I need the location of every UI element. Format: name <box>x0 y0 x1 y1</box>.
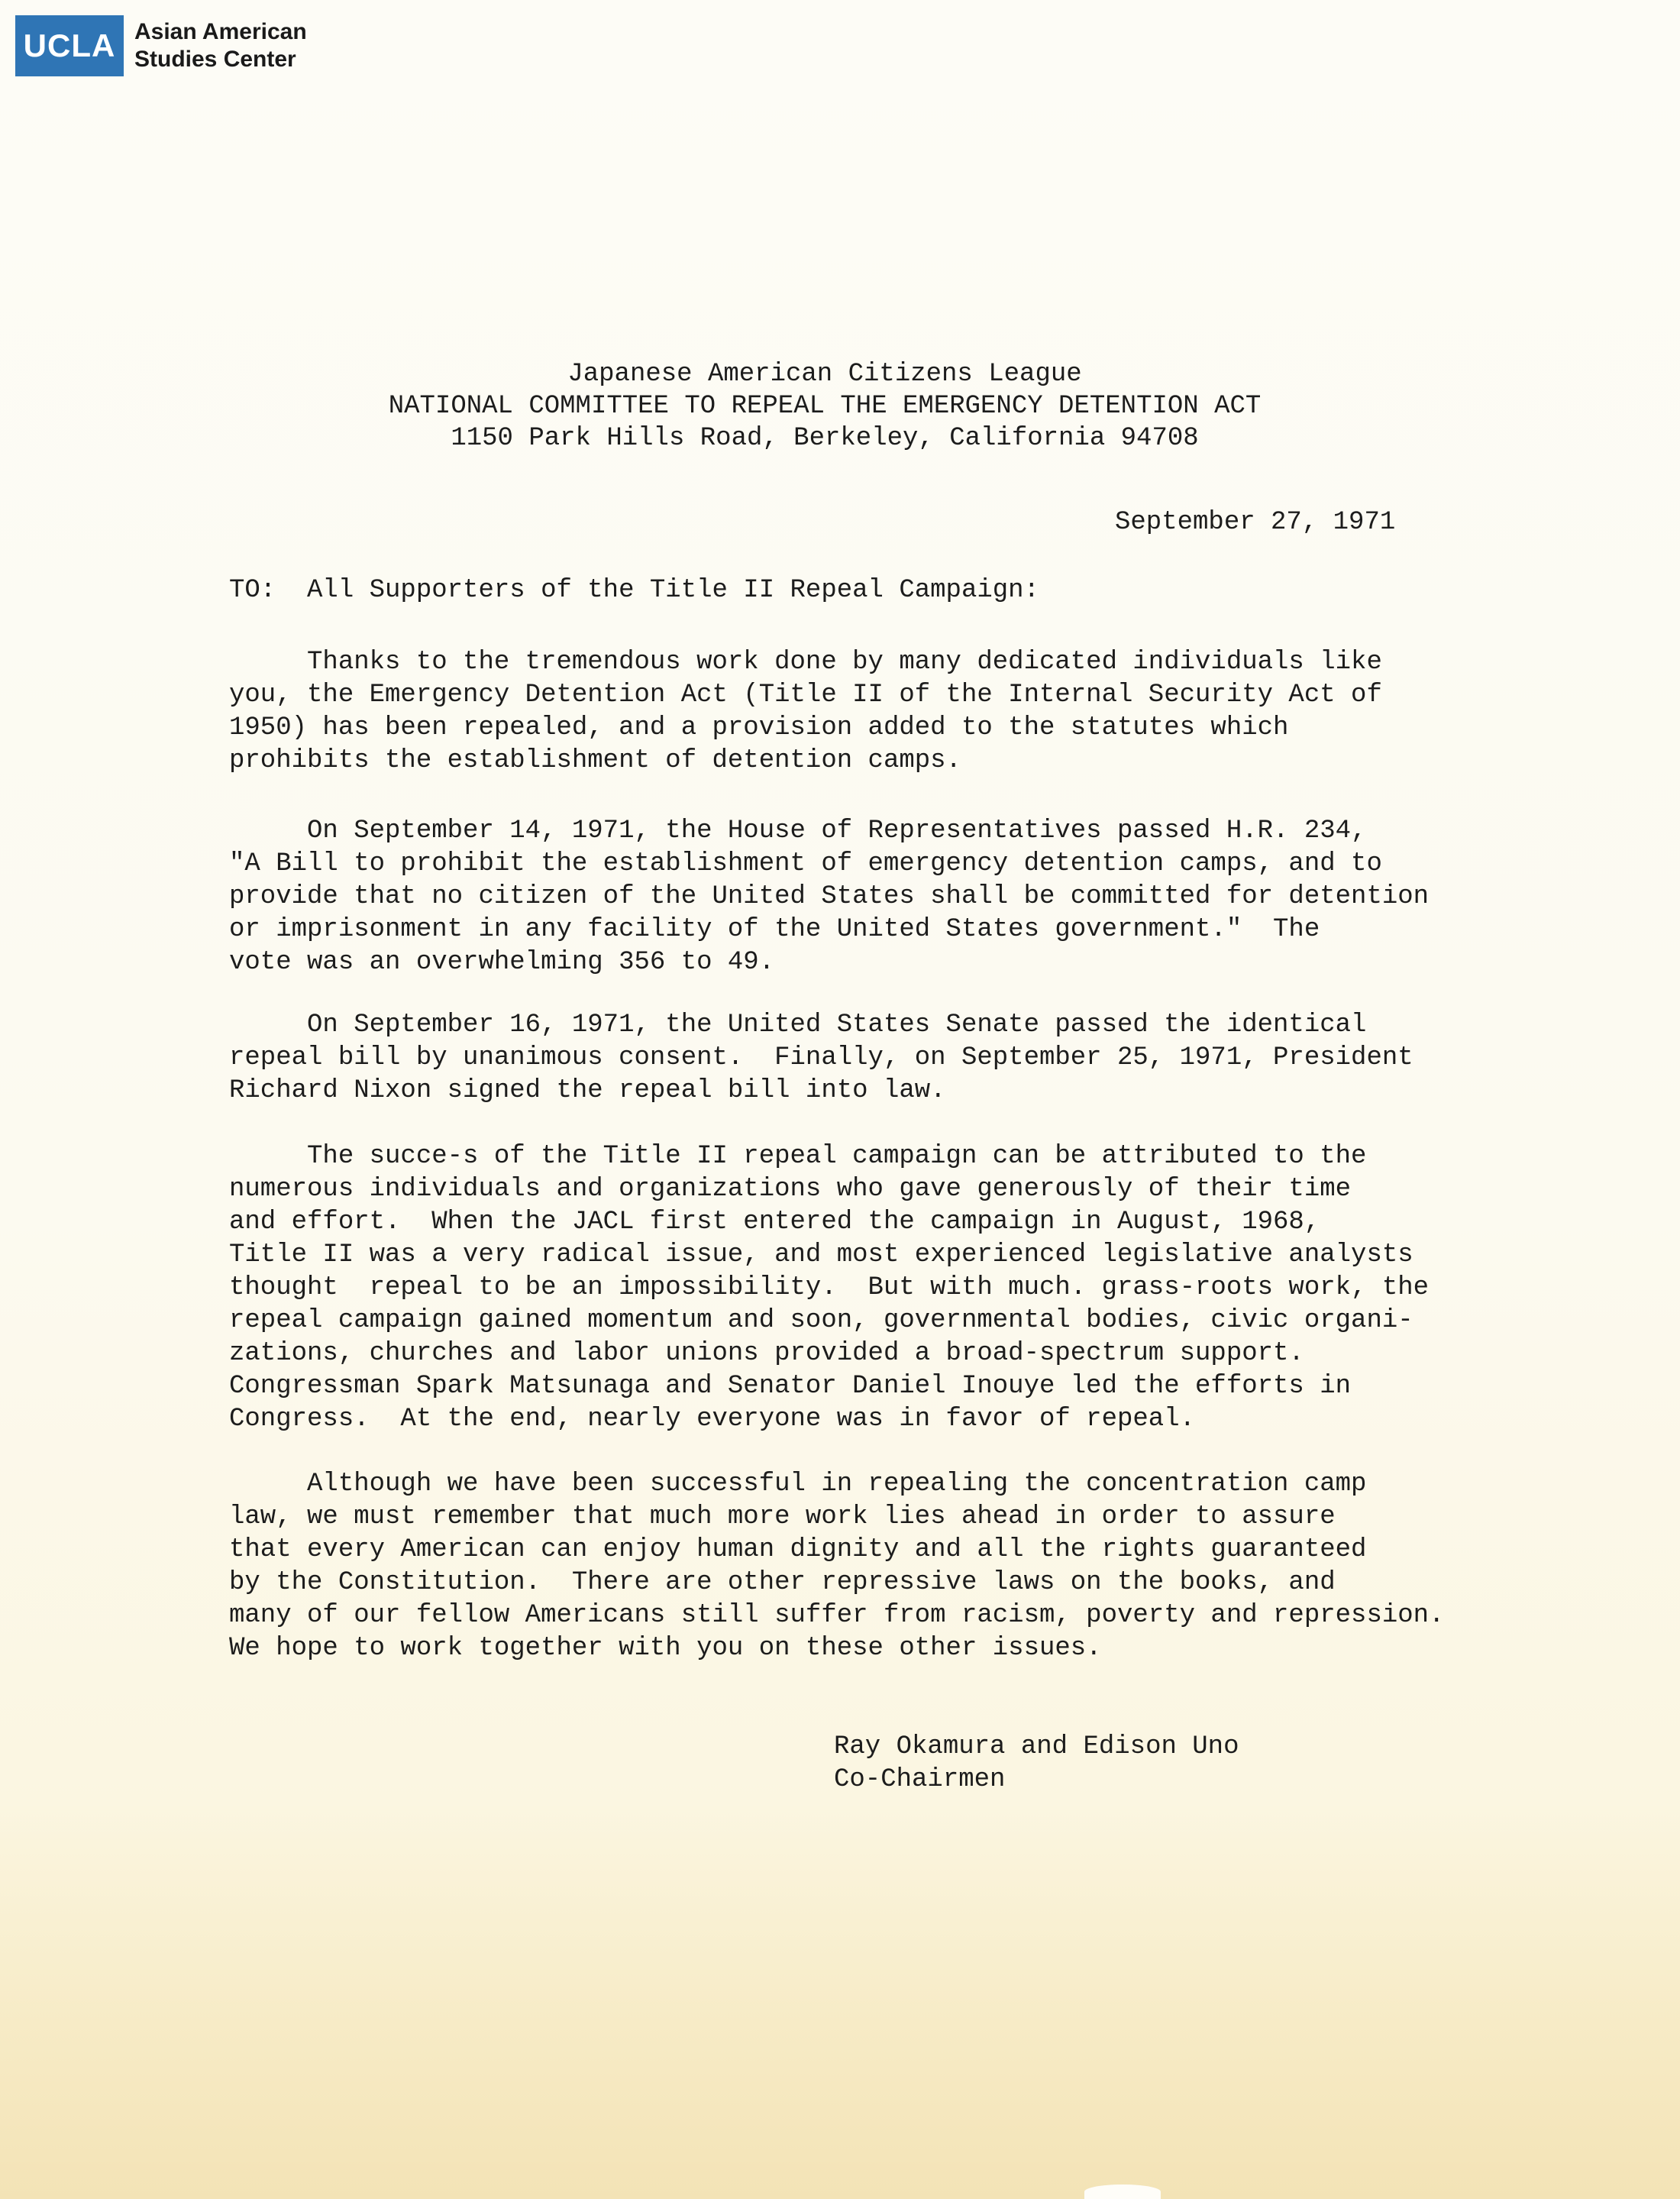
org-name <box>134 18 307 73</box>
paragraph-4-line: thought repeal to be an impossibility. But with much. grass-roots work, the <box>229 1273 1430 1302</box>
letterhead-address: 1150 Park Hills Road, Berkeley, California 94708 <box>451 424 1199 453</box>
paragraph-1-line: Thanks to the tremendous work done by many dedicated individuals like <box>229 648 1382 677</box>
paragraph-2-line: On September 14, 1971, the House of Representatives passed H.R. 234, <box>229 817 1367 846</box>
paragraph-4-line: and effort. When the JACL first entered the campaign in August, 1968, <box>229 1208 1320 1237</box>
paragraph-3-line: repeal bill by unanimous consent. Finally, on September 25, 1971, President <box>229 1043 1413 1072</box>
paragraph-4-line: Congressman Spark Matsunaga and Senator Daniel Inouye led the efforts in <box>229 1372 1352 1401</box>
paragraph-5-line: by the Constitution. There are other repressive laws on the books, and <box>229 1568 1336 1597</box>
letterhead-committee: NATIONAL COMMITTEE TO REPEAL THE EMERGENCY DETENTION ACT <box>388 392 1262 421</box>
paragraph-4-line: repeal campaign gained momentum and soon, governmental bodies, civic organi- <box>229 1306 1413 1335</box>
paragraph-4-line: Congress. At the end, nearly everyone was in favor of repeal. <box>229 1405 1196 1434</box>
paragraph-5-line: We hope to work together with you on these other issues. <box>229 1634 1102 1663</box>
paragraph-1-line: 1950) has been repealed, and a provision added to the statutes which <box>229 713 1289 742</box>
paragraph-5-line: law, we must remember that much more work lies ahead in order to assure <box>229 1502 1336 1531</box>
paragraph-2-line: provide that no citizen of the United States shall be committed for detention <box>229 882 1430 911</box>
paragraph-2-line: "A Bill to prohibit the establishment of emergency detention camps, and to <box>229 849 1382 878</box>
org-name-line2: Studies Center <box>134 47 296 72</box>
salutation: TO: All Supporters of the Title II Repeal Campaign: <box>229 576 1039 605</box>
paragraph-1-line: you, the Emergency Detention Act (Title II of the Internal Security Act of <box>229 681 1382 710</box>
signature-title: Co-Chairmen <box>834 1765 1006 1794</box>
paragraph-3-line: On September 16, 1971, the United States Senate passed the identical <box>229 1011 1367 1040</box>
letterhead-organization: Japanese American Citizens League <box>567 360 1082 389</box>
paragraph-4-line: zations, churches and labor unions provided a broad-spectrum support. <box>229 1339 1304 1368</box>
paragraph-2-line: or imprisonment in any facility of the United States government." The <box>229 915 1320 944</box>
paragraph-1-line: prohibits the establishment of detention camps. <box>229 746 961 775</box>
paragraph-4-line: numerous individuals and organizations who gave generously of their time <box>229 1175 1352 1204</box>
paragraph-5-line: that every American can enjoy human dignity and all the rights guaranteed <box>229 1535 1367 1564</box>
paragraph-4-line: The succe-s of the Title II repeal campaign can be attributed to the <box>229 1142 1367 1171</box>
org-name-line1: Asian American <box>134 19 307 44</box>
paragraph-4-line: Title II was a very radical issue, and most experienced legislative analysts <box>229 1240 1413 1269</box>
paragraph-5-line: many of our fellow Americans still suffer from racism, poverty and repression. <box>229 1601 1445 1630</box>
ucla-logo: UCLA <box>15 15 124 76</box>
paragraph-5-line: Although we have been successful in repealing the concentration camp <box>229 1470 1367 1499</box>
paper-tear <box>1084 2184 1161 2199</box>
paragraph-2-line: vote was an overwhelming 356 to 49. <box>229 948 775 977</box>
letter-date: September 27, 1971 <box>1115 508 1396 537</box>
signature-names: Ray Okamura and Edison Uno <box>834 1732 1239 1761</box>
paragraph-3-line: Richard Nixon signed the repeal bill into law. <box>229 1076 946 1105</box>
